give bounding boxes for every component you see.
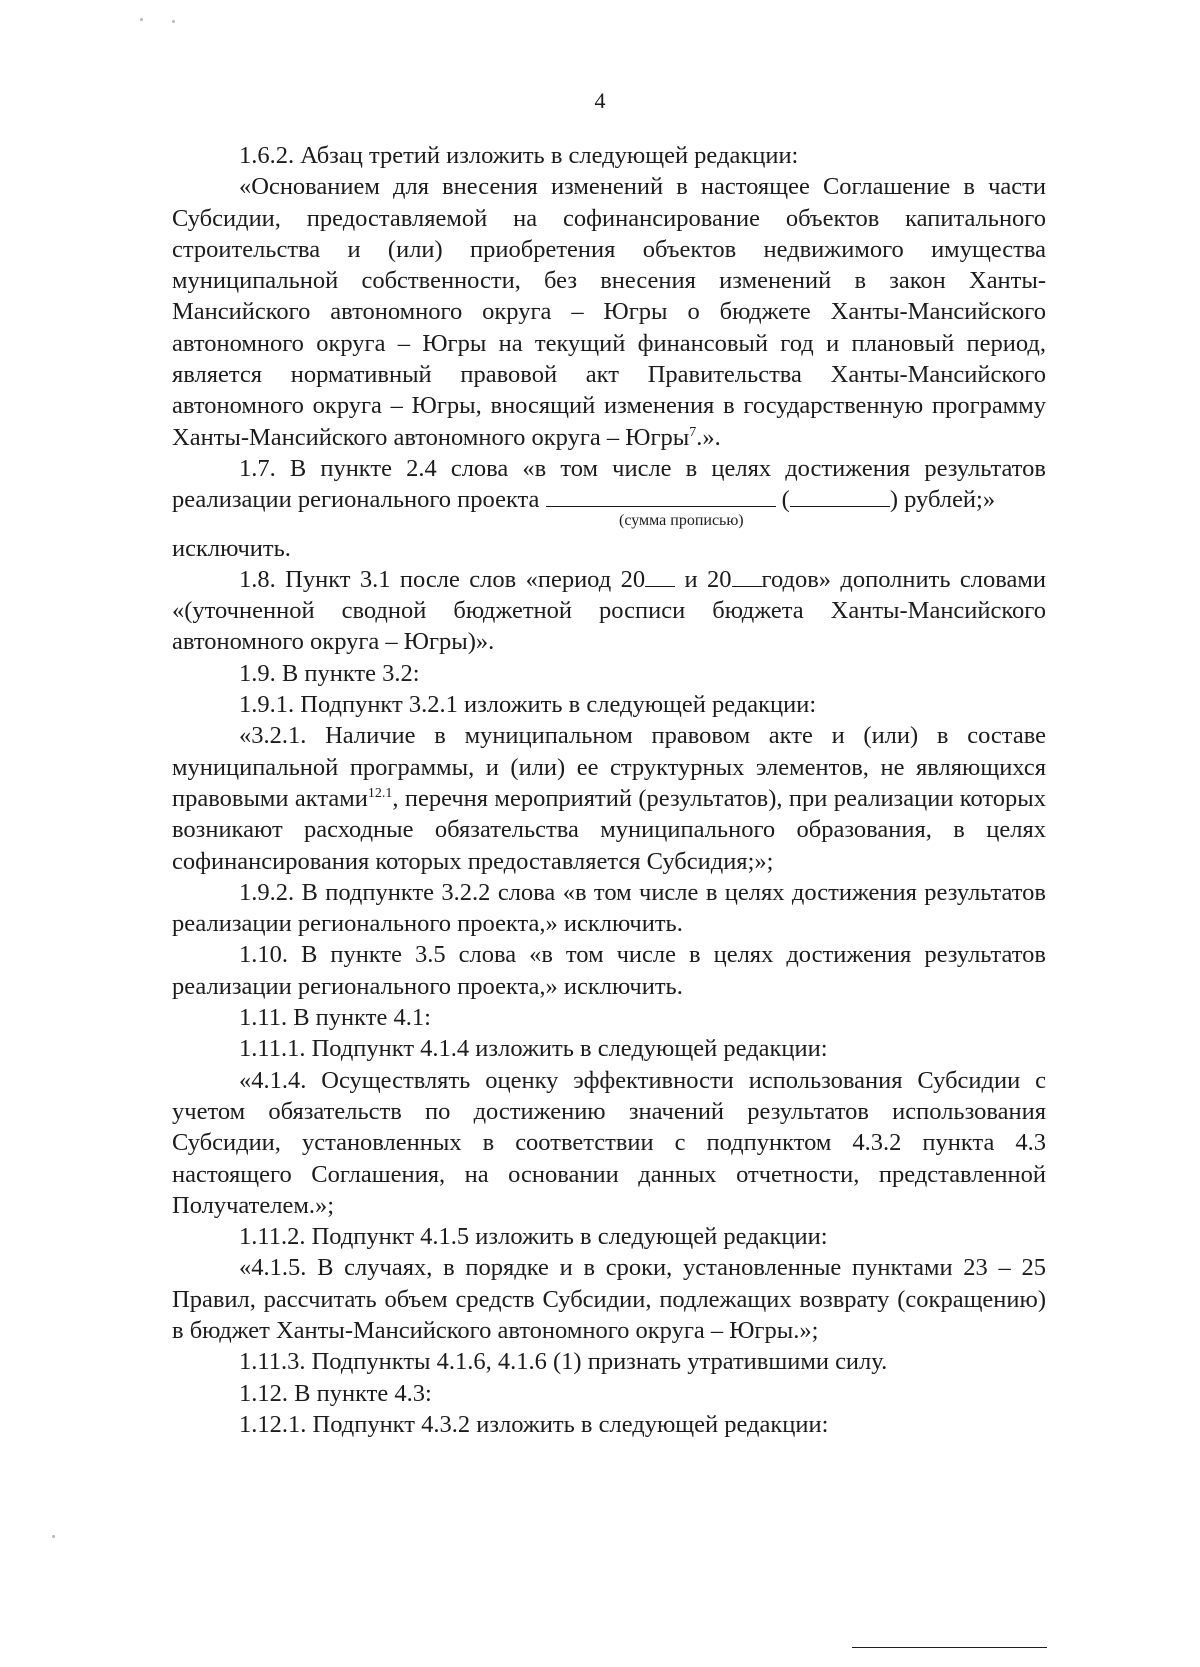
blank-sum-field <box>546 484 776 507</box>
paragraph-1-7 <box>172 453 1046 564</box>
paragraph-3-2-1-text: «3.2.1. Наличие в муниципальном правовом акте и (или) в составе муниципальной программы, и (или) ее структурных элементов, не являющихся правовыми актами <box>172 722 1046 812</box>
paragraph-1-12: 1.12. В пункте 4.3: <box>239 1379 432 1407</box>
paragraph-1-11-2: 1.11.2. Подпункт 4.1.5 изложить в следующей редакции: <box>239 1223 828 1251</box>
paragraph-1-8-part1: 1.8. Пункт 3.1 после слов «период 20 <box>239 565 646 593</box>
paragraph-1-8-part3: годов» дополнить словами «(уточненной сводной бюджетной росписи бюджета Ханты-Мансийского автономного округа – Югры)». <box>172 565 1046 656</box>
paragraph-1-11-3: 1.11.3. Подпункты 4.1.6, 4.1.6 (1) признать утратившими силу. <box>239 1348 888 1376</box>
paragraph-4-1-5: «4.1.5. В случаях, в порядке и в сроки, установленные пунктами 23 – 25 Правил, рассчитать объем средств Субсидии, подлежащих возврату (сокращению) в бюджет Ханты-Мансийского автономного округа – Югры.»; <box>172 1254 1046 1344</box>
paragraph-osnovaniem-end: .». <box>696 423 721 451</box>
paragraph-4-1-4: «4.1.4. Осуществлять оценку эффективности использования Субсидии с учетом обязательств по достижению значений результатов использования Субсидии, установленных в соответствии с подпунктом 4.3.2 пункта 4.3 настоящего Соглашения, на основании данных отчетности, представленной Получателем.»; <box>172 1066 1046 1219</box>
paragraph-1-10: 1.10. В пункте 3.5 слова «в том числе в целях достижения результатов реализации регионального проекта,» исключить. <box>172 941 1046 1000</box>
footnote-ref-7: 7 <box>689 424 697 440</box>
paren-open: ( <box>775 486 790 514</box>
scan-speck <box>172 20 175 23</box>
paragraph-1-8-part2: и 20 <box>675 565 732 593</box>
document-body <box>172 140 1046 1440</box>
paragraph-1-9-2: 1.9.2. В подпункте 3.2.2 слова «в том числе в целях достижения результатов реализации регионального проекта,» исключить. <box>172 878 1046 938</box>
footnote-ref-12-1: 12.1 <box>367 785 393 801</box>
paragraph-3-2-1-end: , перечня мероприятий (результатов), при реализации которых возникают расходные обязательства муниципального образования, в целях софинансирования которых предоставляется Субсидия;»; <box>172 784 1046 875</box>
scan-speck <box>52 1535 55 1538</box>
page-number: 4 <box>594 88 606 113</box>
scan-speck <box>140 18 143 21</box>
paren-close-rubles: ) рублей;» <box>889 486 996 514</box>
paragraph-3-2-1 <box>172 720 1046 876</box>
paragraph-1-11-1: 1.11.1. Подпункт 4.1.4 изложить в следующей редакции: <box>239 1035 828 1063</box>
blank-amount-field <box>790 484 890 507</box>
paragraph-osnovaniem-text: «Основанием для внесения изменений в настоящее Соглашение в части Субсидии, предоставляемой на софинансирование объектов капитального строительства и (или) приобретения объектов недвижимого имущества муниципальной собственности, без внесения изменений в закон Ханты-Мансийского автономного округа – Югры о бюджете Ханты-Мансийского автономного округа – Югры на текущий финансовый год и плановый период, является нормативный правовой акт Правительства Ханты-Мансийского автономного округа – Югры, вносящий изменения в государственную программу Ханты-Мансийского автономного округа – Югры <box>172 173 1046 451</box>
paragraph-1-6-2: 1.6.2. Абзац третий изложить в следующей редакции: <box>239 142 799 169</box>
paragraph-1-8 <box>172 564 1046 658</box>
blank-year-2 <box>732 564 762 587</box>
footnote-separator-line <box>852 1647 1047 1648</box>
paragraph-osnovaniem <box>172 171 1046 453</box>
paragraph-1-11: 1.11. В пункте 4.1: <box>239 1004 431 1032</box>
paragraph-1-7-text: 1.7. В пункте 2.4 слова «в том числе в целях достижения результатов реализации регионального проекта <box>172 454 1046 514</box>
paragraph-1-9: 1.9. В пункте 3.2: <box>239 659 420 687</box>
blank-year-1 <box>645 564 675 587</box>
paragraph-1-12-1: 1.12.1. Подпункт 4.3.2 изложить в следующей редакции: <box>239 1410 829 1438</box>
paragraph-1-7-tail: исключить. <box>172 534 291 562</box>
sum-caption: (сумма прописью) <box>619 511 744 529</box>
paragraph-1-9-1: 1.9.1. Подпункт 3.2.1 изложить в следующей редакции: <box>239 691 817 719</box>
